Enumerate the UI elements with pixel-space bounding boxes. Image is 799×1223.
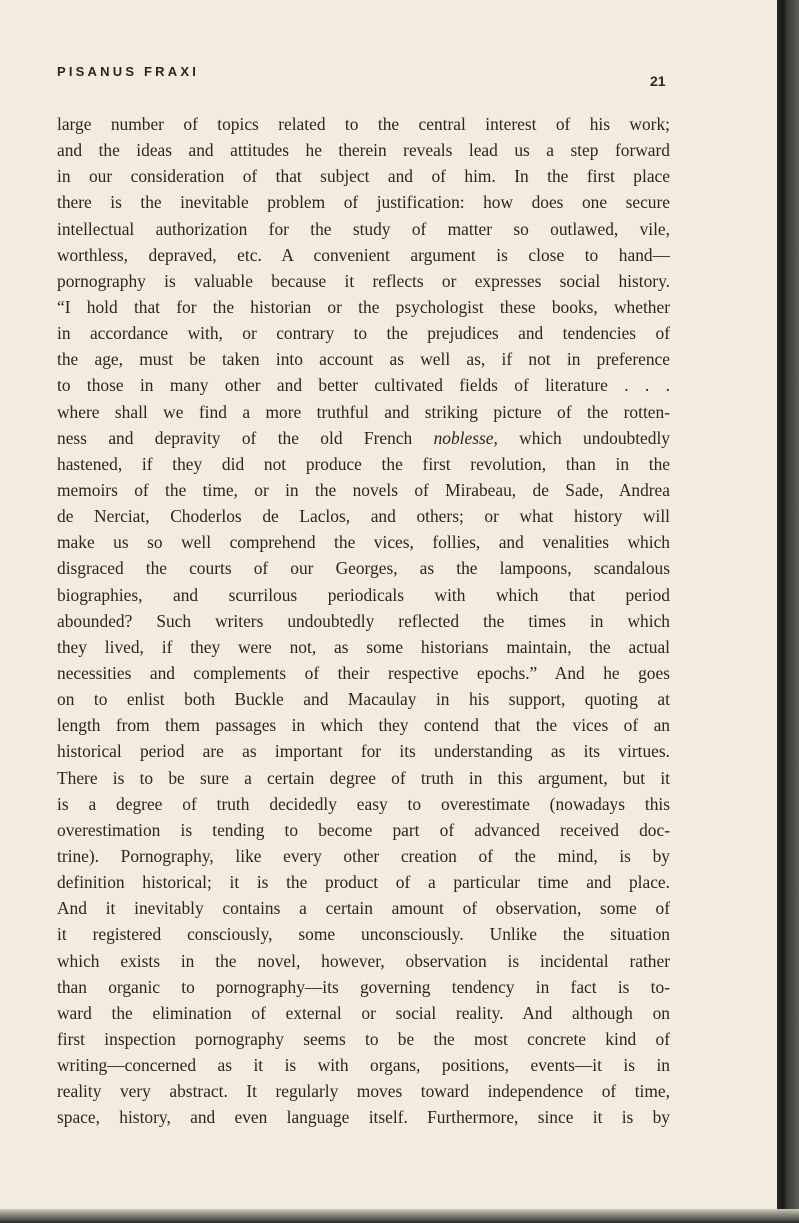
text-line: abounded? Such writers undoubtedly reflected the times in which — [57, 610, 670, 631]
text-line: reality very abstract. It regularly moves toward independence of time, — [57, 1081, 670, 1102]
text-line: first inspection pornography seems to be the most concrete kind of — [57, 1028, 670, 1049]
text-line: hastened, if they did not produce the first revolution, than in the — [57, 453, 670, 474]
text-line: de Nerciat, Choderlos de Laclos, and others; or what history will — [57, 506, 670, 527]
text-line: and the ideas and attitudes he therein reveals lead us a step forward — [57, 140, 670, 161]
text-line: trine). Pornography, like every other creation of the mind, is by — [57, 845, 670, 866]
text-line: There is to be sure a certain degree of truth in this argument, but it — [57, 767, 670, 788]
text-line: on to enlist both Buckle and Macaulay in his support, quoting at — [57, 689, 670, 710]
text-line: pornography is valuable because it reflects or expresses social history. — [57, 270, 670, 291]
text-line: worthless, depraved, etc. A convenient argument is close to hand— — [57, 244, 670, 265]
text-line: necessities and complements of their respective epochs.” And he goes — [57, 662, 670, 683]
italic-word: noblesse, — [433, 427, 498, 448]
text-line: in accordance with, or contrary to the prejudices and tendencies of — [57, 323, 670, 344]
text-line: historical period are as important for its understanding as its virtues. — [57, 741, 670, 762]
text-line: is a degree of truth decidedly easy to overestimate (nowadays this — [57, 793, 670, 814]
body-text — [57, 111, 670, 1130]
text-line: in our consideration of that subject and of him. In the first place — [57, 166, 670, 187]
text-line: ness and depravity of the old French noblesse, which undoubtedly — [57, 427, 670, 448]
text-line: biographies, and scurrilous periodicals with which that period — [57, 584, 670, 605]
text-line: writing—concerned as it is with organs, positions, events—it is in — [57, 1055, 670, 1076]
text-line: ward the elimination of external or social reality. And although on — [57, 1002, 670, 1023]
text-line: length from them passages in which they contend that the vices of an — [57, 715, 670, 736]
text-line: “I hold that for the historian or the psychologist these books, whether — [57, 296, 670, 317]
text-line: intellectual authorization for the study of matter so outlawed, vile, — [57, 218, 670, 239]
text-line: large number of topics related to the central interest of his work; — [57, 114, 670, 134]
text-line: where shall we find a more truthful and striking picture of the rotten- — [57, 401, 670, 422]
text-line: the age, must be taken into account as well as, if not in preference — [57, 349, 670, 370]
text-line: than organic to pornography—its governing tendency in fact is to- — [57, 976, 670, 997]
text-line: it registered consciously, some unconsciously. Unlike the situation — [57, 924, 670, 945]
page-edge-shadow — [777, 0, 799, 1223]
text-line: disgraced the courts of our Georges, as the lampoons, scandalous — [57, 558, 670, 579]
text-line: there is the inevitable problem of justification: how does one secure — [57, 192, 670, 213]
page-bottom-shadow — [0, 1209, 799, 1223]
text-line: they lived, if they were not, as some historians maintain, the actual — [57, 636, 670, 657]
page-number: 21 — [650, 73, 666, 89]
text-line: definition historical; it is the product of a particular time and place. — [57, 872, 670, 893]
running-head: PISANUS FRAXI — [57, 64, 200, 79]
text-line: which exists in the novel, however, observation is incidental rather — [57, 950, 670, 971]
text-line: overestimation is tending to become part of advanced received doc- — [57, 819, 670, 840]
text-line: to those in many other and better cultivated fields of literature . . . — [57, 375, 670, 396]
text-line: memoirs of the time, or in the novels of Mirabeau, de Sade, Andrea — [57, 479, 670, 500]
text-line: space, history, and even language itself. Furthermore, since it is by — [57, 1107, 670, 1128]
text-line: And it inevitably contains a certain amount of observation, some of — [57, 898, 670, 919]
text-line: make us so well comprehend the vices, follies, and venalities which — [57, 532, 670, 553]
